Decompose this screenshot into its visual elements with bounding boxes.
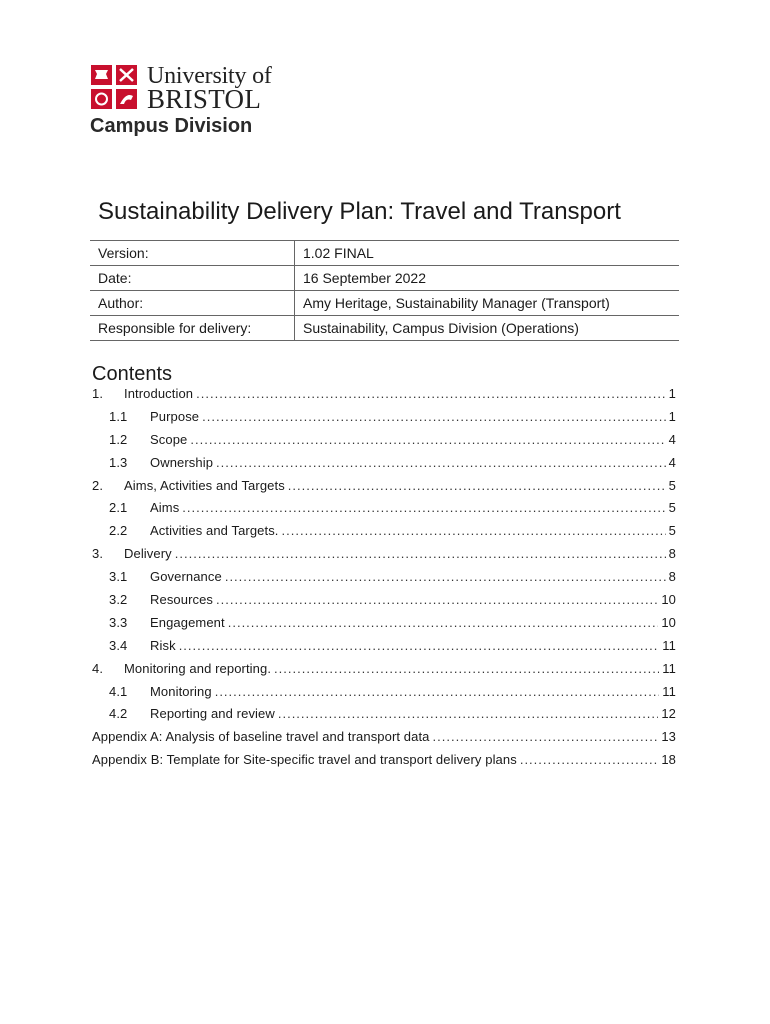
toc-number: 3.4	[109, 637, 128, 653]
toc-entry[interactable]	[92, 726, 676, 749]
toc-entry[interactable]	[92, 475, 676, 498]
toc-label: Scope	[150, 431, 188, 447]
university-logo	[90, 62, 290, 142]
toc-leader	[278, 703, 658, 726]
toc-entry[interactable]	[92, 543, 676, 566]
toc-page: 5	[668, 477, 676, 493]
toc-entry[interactable]	[92, 681, 676, 704]
metadata-label: Version:	[90, 241, 295, 266]
toc-entry[interactable]	[92, 452, 676, 475]
toc-label: Engagement	[150, 614, 225, 630]
toc-page: 8	[668, 569, 676, 585]
toc-number: 1.1	[109, 408, 128, 424]
metadata-row	[90, 316, 679, 341]
toc-entry[interactable]	[92, 703, 676, 726]
metadata-label: Responsible for delivery:	[90, 316, 295, 341]
document-metadata-table	[90, 240, 679, 341]
toc-leader	[179, 635, 660, 658]
toc-leader	[216, 589, 658, 612]
toc-leader	[288, 475, 666, 498]
toc-label: Monitoring	[150, 683, 212, 699]
toc-number: 3.3	[109, 614, 128, 630]
toc-page: 11	[662, 637, 676, 653]
toc-page: 1	[668, 408, 676, 424]
toc-number: 3.2	[109, 592, 128, 608]
toc-leader	[182, 497, 665, 520]
toc-entry[interactable]	[92, 749, 676, 772]
toc-label: Introduction	[124, 386, 194, 401]
division-name: Campus Division	[90, 115, 253, 137]
toc-leader	[202, 406, 666, 429]
toc-page: 4	[668, 454, 676, 470]
metadata-value: 16 September 2022	[295, 266, 680, 291]
metadata-label: Date:	[90, 266, 295, 291]
table-of-contents	[92, 383, 676, 772]
toc-leader	[274, 658, 659, 681]
toc-page: 5	[668, 523, 676, 539]
toc-entry[interactable]	[92, 566, 676, 589]
toc-leader	[520, 749, 659, 772]
toc-page: 1	[668, 386, 676, 401]
toc-number: 2.1	[109, 500, 128, 516]
contents-heading: Contents	[92, 363, 173, 385]
toc-label: Appendix A: Analysis of baseline travel and transport data	[92, 729, 430, 745]
toc-number: 4.	[92, 660, 104, 676]
toc-number: 1.2	[109, 431, 128, 447]
document-title: Sustainability Delivery Plan: Travel and Transport	[98, 198, 621, 225]
metadata-row	[90, 266, 679, 291]
toc-leader	[216, 452, 666, 475]
university-name-line1: University of	[147, 63, 272, 89]
toc-label: Activities and Targets.	[150, 523, 279, 539]
metadata-value: 1.02 FINAL	[295, 241, 680, 266]
toc-label: Purpose	[150, 408, 200, 424]
toc-entry[interactable]	[92, 429, 676, 452]
university-name-line2: BRISTOL	[147, 84, 262, 114]
toc-leader	[190, 429, 665, 452]
toc-label: Delivery	[124, 546, 172, 562]
metadata-value: Sustainability, Campus Division (Operations)	[295, 316, 680, 341]
toc-entry[interactable]	[92, 383, 676, 406]
toc-leader	[175, 543, 666, 566]
toc-entry[interactable]	[92, 406, 676, 429]
toc-page: 12	[661, 706, 676, 722]
toc-entry[interactable]	[92, 589, 676, 612]
toc-leader	[215, 681, 660, 704]
toc-label: Resources	[150, 592, 214, 608]
toc-page: 11	[662, 683, 676, 699]
toc-page: 10	[661, 592, 676, 608]
toc-number: 1.3	[109, 454, 128, 470]
toc-entry[interactable]	[92, 520, 676, 543]
toc-number: 3.1	[109, 569, 128, 585]
toc-leader	[196, 383, 666, 406]
university-crest-icon	[90, 64, 138, 110]
toc-label: Risk	[150, 637, 176, 653]
toc-number: 4.2	[109, 706, 128, 722]
metadata-row	[90, 241, 679, 266]
toc-number: 2.2	[109, 523, 128, 539]
toc-page: 5	[668, 500, 676, 516]
metadata-row	[90, 291, 679, 316]
toc-number: 4.1	[109, 683, 128, 699]
toc-label: Monitoring and reporting.	[124, 660, 272, 676]
toc-number: 3.	[92, 546, 104, 562]
toc-leader	[228, 612, 659, 635]
toc-page: 8	[668, 546, 676, 562]
toc-entry[interactable]	[92, 658, 676, 681]
toc-number: 1.	[92, 386, 104, 401]
toc-number: 2.	[92, 477, 104, 493]
toc-page: 11	[662, 660, 676, 676]
toc-label: Governance	[150, 569, 222, 585]
toc-label: Appendix B: Template for Site-specific travel and transport delivery plans	[92, 752, 517, 768]
toc-leader	[433, 726, 659, 749]
toc-page: 18	[661, 752, 676, 768]
toc-label: Reporting and review	[150, 706, 275, 722]
toc-page: 10	[661, 614, 676, 630]
toc-label: Aims, Activities and Targets	[124, 477, 285, 493]
toc-label: Ownership	[150, 454, 214, 470]
toc-entry[interactable]	[92, 612, 676, 635]
toc-page: 4	[668, 431, 676, 447]
toc-leader	[225, 566, 666, 589]
toc-label: Aims	[150, 500, 180, 516]
toc-leader	[282, 520, 666, 543]
metadata-label: Author:	[90, 291, 295, 316]
metadata-value: Amy Heritage, Sustainability Manager (Transport)	[295, 291, 680, 316]
toc-entry[interactable]	[92, 635, 676, 658]
toc-page: 13	[661, 729, 676, 745]
toc-entry[interactable]	[92, 497, 676, 520]
